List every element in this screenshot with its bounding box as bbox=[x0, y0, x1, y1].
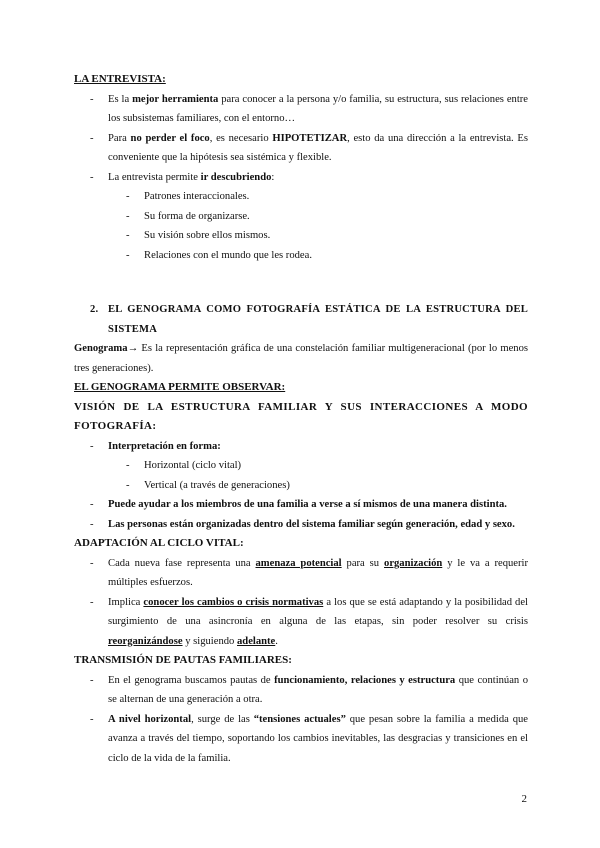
text-run: para su bbox=[341, 557, 385, 569]
section-2 bbox=[74, 300, 528, 768]
bold-text: adelante bbox=[237, 635, 276, 647]
bold-text: Genograma bbox=[74, 343, 128, 354]
text-run: Para bbox=[108, 132, 131, 144]
text-run: : bbox=[271, 171, 275, 183]
bold-text: conocer los cambios o crisis normativas bbox=[143, 596, 324, 608]
text-run: La entrevista permite bbox=[108, 171, 201, 183]
permite-heading: EL GENOGRAMA PERMITE OBSERVAR: bbox=[74, 381, 286, 393]
text-run: Cada nueva fase representa una bbox=[108, 557, 256, 569]
text-run: Implica bbox=[108, 596, 144, 608]
list-item bbox=[74, 168, 528, 266]
list-item bbox=[74, 671, 528, 710]
adaptacion-list bbox=[74, 554, 528, 652]
section-number: 2. bbox=[90, 304, 99, 315]
text-run: , esto da una dirección a la entrevista. Es conveniente que la hipótesis sea sistémica y flexible. bbox=[108, 132, 528, 163]
list-item bbox=[74, 437, 528, 496]
text-run: Es la representación gráfica de una constelación familiar multigeneracional (por lo menos tres generaciones). bbox=[74, 343, 528, 374]
entrevista-section bbox=[74, 70, 528, 265]
bold-text: funcionamiento, relaciones y estructura bbox=[274, 674, 456, 686]
list-item bbox=[74, 515, 528, 535]
list-item: - Patrones interaccionales. bbox=[108, 187, 528, 207]
text-run: que pesan sobre la familia a medida que avanza a través del tiempo, soportando los cambios inevitables, las desgracias y transiciones en el ciclo de la vida de la familia. bbox=[108, 713, 528, 764]
text-run: Es la bbox=[108, 93, 133, 105]
adaptacion-heading: ADAPTACIÓN AL CICLO VITAL: bbox=[74, 537, 244, 549]
list-item bbox=[74, 90, 528, 129]
entrevista-list bbox=[74, 90, 528, 266]
bold-text: mejor herramienta bbox=[132, 93, 219, 105]
bold-text: Las personas están organizadas dentro del sistema familiar según generación, edad y sexo. bbox=[108, 518, 515, 530]
bold-text: no perder el foco bbox=[130, 132, 210, 144]
transmision-heading: TRANSMISIÓN DE PAUTAS FAMILIARES: bbox=[74, 654, 292, 666]
list-item: - Vertical (a través de generaciones) bbox=[108, 476, 528, 496]
text-run: , surge de las bbox=[191, 713, 254, 725]
bold-text: ir descubriendo bbox=[200, 171, 272, 183]
vision-sublist bbox=[108, 456, 528, 495]
bold-text: amenaza potencial bbox=[255, 557, 342, 569]
entrevista-sublist bbox=[108, 187, 528, 265]
text-run: y le va a requerir múltiples esfuerzos. bbox=[108, 557, 529, 588]
vision-heading: VISIÓN DE LA ESTRUCTURA FAMILIAR Y SUS INTERACCIONES A MODO FOTOGRAFÍA: bbox=[74, 400, 528, 432]
text-run: para conocer a la persona y/o familia, su estructura, sus relaciones entre los subsistemas familiares, con el entorno… bbox=[108, 93, 529, 124]
list-item bbox=[74, 554, 528, 593]
list-item: - Su visión sobre ellos mismos. bbox=[108, 226, 528, 246]
bold-text: A nivel horizontal bbox=[108, 713, 192, 725]
bold-text: Interpretación en forma: bbox=[108, 440, 221, 452]
transmision-list bbox=[74, 671, 528, 769]
section-2-title bbox=[74, 300, 528, 339]
text-run: En el genograma buscamos pautas de bbox=[108, 674, 275, 686]
list-item bbox=[74, 593, 528, 652]
list-item: - Su forma de organizarse. bbox=[108, 207, 528, 227]
list-item: - Horizontal (ciclo vital) bbox=[108, 456, 528, 476]
text-run: a los que se está adaptando y la posibilidad del surgimiento de una asincronía en alguna de las etapas, sin poder resolver su crisis bbox=[108, 596, 528, 627]
list-item: - Relaciones con el mundo que les rodea. bbox=[108, 246, 528, 266]
text-run: . bbox=[275, 635, 278, 647]
text-run: , es necesario bbox=[209, 132, 273, 144]
list-item bbox=[74, 710, 528, 769]
page-number: 2 bbox=[521, 793, 527, 805]
section-title-text: EL GENOGRAMA COMO FOTOGRAFÍA ESTÁTICA DE LA ESTRUCTURA DEL SISTEMA bbox=[108, 304, 528, 335]
list-item bbox=[74, 129, 528, 168]
text-run: que continúan o se alternan de una generación a otra. bbox=[108, 674, 528, 705]
bold-text: “tensiones actuales” bbox=[253, 713, 346, 725]
vision-list bbox=[74, 437, 528, 535]
bold-text: HIPOTETIZAR bbox=[272, 132, 348, 144]
genograma-definition bbox=[74, 339, 528, 378]
list-item bbox=[74, 495, 528, 515]
bold-text: reorganizándose bbox=[108, 635, 183, 647]
arrow-icon: → bbox=[127, 343, 139, 354]
bold-text: Puede ayudar a los miembros de una familia a verse a sí mismos de una manera distinta. bbox=[108, 499, 507, 510]
text-run: y siguiendo bbox=[182, 635, 237, 647]
bold-text: organización bbox=[384, 557, 443, 569]
entrevista-heading: LA ENTREVISTA: bbox=[74, 73, 166, 85]
